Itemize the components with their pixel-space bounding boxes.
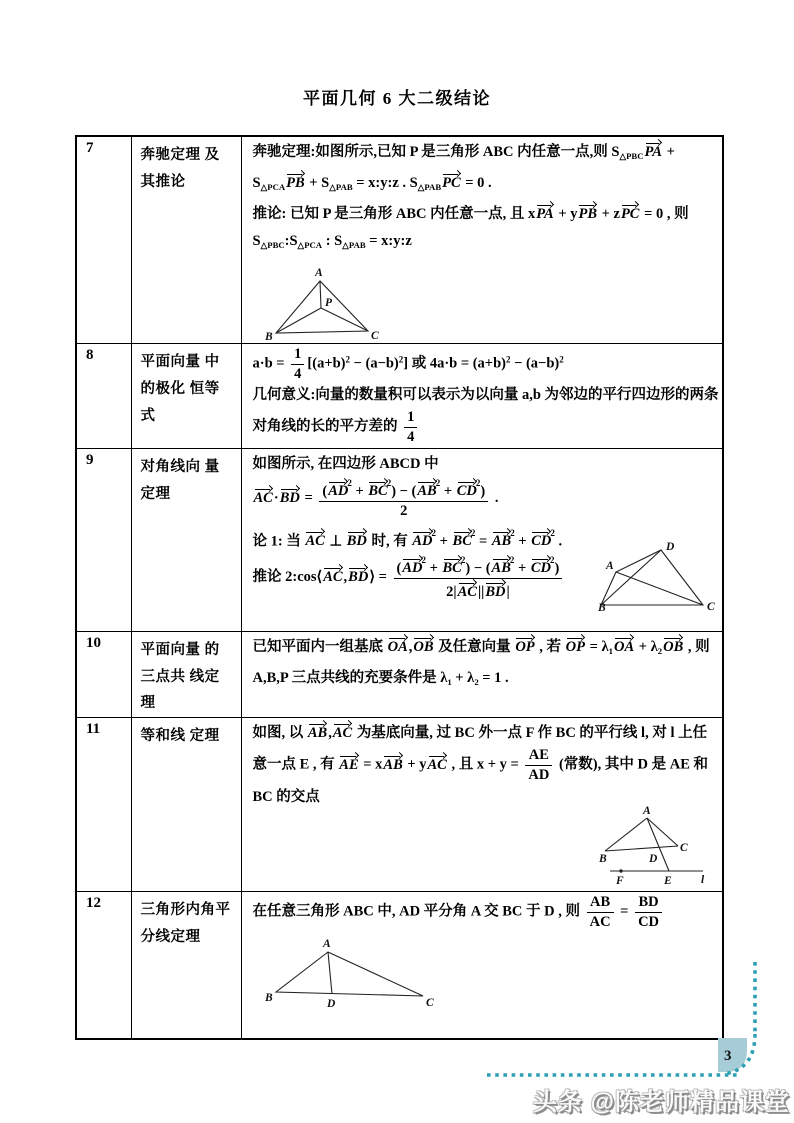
theorem-name: 等和线 定理: [131, 718, 241, 892]
formula-line: 几何意义:向量的数量积可以表示为以向量 a,b 为邻边的平行四边形的两条: [252, 387, 719, 404]
page-title: 平面几何 6 大二级结论: [303, 89, 491, 108]
table-row-10: [76, 631, 723, 717]
theorem-name: 平面向量 的三点共 线定理: [131, 631, 241, 717]
svg-text:E: E: [664, 875, 672, 888]
row-number: 10: [76, 631, 131, 717]
table-row-9: [76, 448, 723, 631]
angle-bisector-figure: [259, 937, 449, 1009]
formula-line: 推论 2:cos⟨ AC , BD ⟩ = ( AD $^2$ + BC $^2$) − ( AB $^2$ + CD $^2$) 2| AC || BD |: [253, 555, 717, 601]
row-number: 12: [76, 892, 131, 1039]
formula-line: 如图所示, 在四边形 ABCD 中: [252, 455, 439, 472]
svg-text:C: C: [680, 842, 688, 855]
benz-theorem-figure: [263, 263, 403, 341]
formula-line: A,B,P 三点共线的充要条件是 $\lambda_1 + \lambda_2 = 1$ .: [252, 669, 509, 687]
table-row-11: [76, 718, 723, 892]
row-number: 7: [76, 136, 131, 344]
formula-line: AC · BD = ( AD $^2$ + BC $^2$) − ( AB $^2$ + CD $^2$) 2 .: [253, 477, 499, 519]
svg-text:B: B: [599, 853, 607, 866]
formula-line: 推论: 已知 P 是三角形 ABC 内任意一点, 且 x PA + y PB + z PC = 0 , 则: [253, 201, 717, 228]
svg-text:A: A: [322, 937, 331, 950]
formula-line: 奔驰定理:如图所示,已知 P 是三角形 ABC 内任意一点,则 $S_{\triangle PBC}$ PA +: [253, 139, 717, 170]
equal-sum-line-figure: [588, 806, 716, 888]
theorem-name: 平面向量 中的极化 恒等式: [131, 344, 241, 449]
svg-text:B: B: [598, 601, 606, 613]
svg-text:C: C: [707, 600, 715, 613]
formula-line: 在任意三角形 ABC 中, AD 平分角 A 交 BC 于 D , 则 $\frac{AB}{AC}$ = $\frac{BD}{CD}$: [253, 894, 717, 930]
theorem-content: [241, 448, 723, 631]
svg-text:C: C: [425, 996, 434, 1009]
svg-text:A: A: [314, 267, 323, 280]
theorem-content: [241, 631, 723, 717]
svg-text:F: F: [616, 875, 624, 888]
table-row-8: [76, 344, 723, 449]
theorem-name: 奔驰定理 及其推论: [131, 136, 241, 344]
svg-text:D: D: [666, 540, 675, 553]
formula-line: a·b = $\frac{1}{4}$ $[(a+b)^2 - (a-b)^2]$ 或 $4a\cdot b = (a+b)^2 - (a-b)^2$: [252, 346, 564, 382]
row-number: 9: [76, 448, 131, 631]
theorem-name: 对角线向 量定理: [131, 448, 241, 631]
svg-text:A: A: [606, 559, 614, 572]
row-number: 11: [76, 718, 131, 892]
dotted-border-decoration: [485, 952, 785, 1082]
svg-text:B: B: [264, 331, 273, 342]
formula-line: BC 的交点: [252, 788, 320, 805]
formula-line: 如图, 以 AB , AC 为基底向量, 过 BC 外一点 F 作 BC 的平行线 l, 对 l 上任: [253, 720, 717, 747]
conclusions-table: [75, 135, 724, 1040]
formula-line: $S_{\triangle PBC}:S_{\triangle PCA}$ : $S_{\triangle PAB}$ = x:y:z: [252, 233, 412, 251]
theorem-content: [241, 718, 723, 892]
formula-line: 对角线的长的平方差的 $\frac{1}{4}$: [253, 409, 717, 445]
page-number: 3: [724, 1048, 732, 1064]
formula-line: 意一点 E , 有 AE = x AB + y AC , 且 x + y = $\frac{AE}{AD}$ (常数), 其中 D 是 AE 和: [252, 747, 708, 783]
formula-line: 论 1: 当 AC ⊥ BD 时, 有 AD $^2$ + BC $^2$ = AB $^2$ + CD $^2$ .: [252, 527, 563, 549]
svg-text:D: D: [649, 853, 658, 866]
theorem-name: 三角形内角平 分线定理: [131, 892, 241, 1039]
quadrilateral-figure: [598, 541, 718, 613]
table-row-7: [76, 136, 723, 344]
formula-line: $S_{\triangle PCA}$ PB + $S_{\triangle PAB}$ = x:y:z . $S_{\triangle PAB}$ PC = 0 .: [253, 170, 717, 201]
svg-text:B: B: [264, 991, 273, 1004]
svg-text:l: l: [701, 874, 705, 887]
svg-text:C: C: [370, 330, 379, 342]
row-number: 8: [76, 344, 131, 449]
theorem-content: [241, 344, 723, 449]
svg-text:D: D: [326, 997, 335, 1009]
watermark: 头条 @陈老师精品课堂: [532, 1089, 790, 1116]
svg-text:A: A: [643, 806, 651, 818]
theorem-content: [241, 136, 723, 344]
formula-line: 已知平面内一组基底 OA , OB 及任意向量 OP , 若 OP = $\lambda_1$ OA + $\lambda_2$ OB , 则: [253, 634, 717, 665]
svg-text:P: P: [324, 297, 332, 310]
